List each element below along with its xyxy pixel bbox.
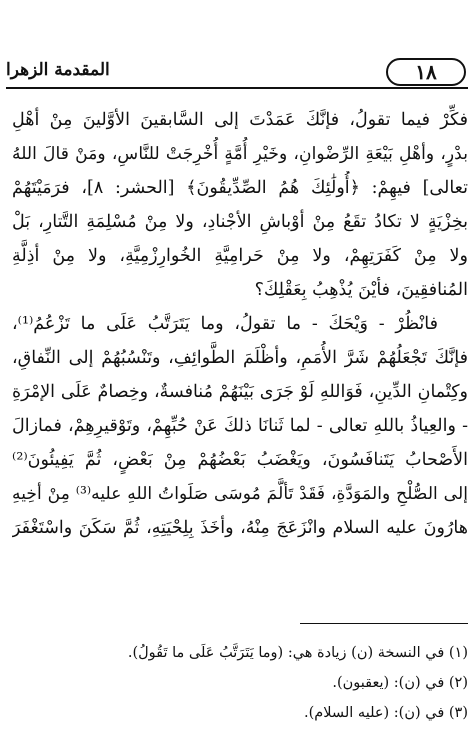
- body-line: ولا مِنْ كَفَرَتِهِمْ، ولا مِنْ حَرامِيَّةِ الخُوارِزْمِيَّةِ، ولا مِنْ أذِلَّةِ: [12, 246, 468, 266]
- body-line: بخِزْيَةٍ لا تكادُ تقَعُ مِنْ أوْباشِ الأجْنادِ، ولا مِنْ مُسْلِمَةِ التَّتارِ، بَلْ: [12, 212, 468, 232]
- body-line: فكِّرْ فيما تقولُ، فإنَّكَ عَمَدْتَ إلى السَّابقينَ الأوَّلينَ مِنْ أهْلِ: [12, 110, 468, 130]
- page-header: [0, 0, 476, 92]
- body-line: فإنَّكَ تَجْعَلُهُمْ شَرَّ الأُمَمِ، وأظْلَمَ الطَّوائِفِ، وتَنْسُبُهُمْ إلى النِّفاقِ،: [12, 348, 468, 368]
- body-line: فانْظُرْ - وَيْحَكَ - ما تقولُ، وما يَتَرَتَّبُ عَلَى ما تَزْعُمُ⁽¹⁾،: [12, 314, 438, 334]
- body-line: وكِتْمانِ الدِّينِ، فَوَاللهِ لَوْ جَرَى بَيْنَهُمْ مُنافسةٌ، وخِصامٌ عَلَى الإمْرَةِ: [12, 382, 468, 402]
- body-line: إلى الصُّلْحِ والمَوَدَّةِ، فَقَدْ تَألَّمَ مُوسَى صَلَواتُ اللهِ عليه⁽³⁾ مِنْ أخِيهِ: [12, 484, 468, 504]
- body-line: بدْرٍ، وأهْلِ بَيْعَةِ الرِّضْوانِ، وخَيْرِ أُمَّةٍ أُخْرِجَتْ للنَّاسِ، ومَنْ قالَ اللهُ: [12, 144, 468, 164]
- body-line: الأَصْحابُ يَتَنافَسُونَ، ويَغْضَبُ بَعْضُهُمْ مِنْ بَعْضٍ، ثُمَّ يَفِيئُونَ⁽²⁾: [12, 450, 468, 470]
- footnote-2: (٢) في (ن): (يعقبون).: [332, 675, 468, 691]
- running-title: المقدمة الزهرا: [6, 60, 110, 80]
- body-line: المُنافقِينَ، فأيْنَ يُذْهِبُ بِعَقْلِكَ؟: [254, 280, 468, 300]
- footnotes: [12, 638, 468, 728]
- footnote-1: (١) في النسخة (ن) زيادة هي: (وما يَتَرَتَّبُ عَلَى ما تَقُولُ).: [127, 645, 468, 661]
- page-number-badge: [386, 58, 466, 86]
- footnote-3: (٣) في (ن): (عليه السلام).: [304, 705, 468, 721]
- page-number: ١٨: [415, 60, 437, 84]
- body-line: هارُونَ عليه السلام وانْزَعَجَ مِنْهُ، وأخَذَ بِلِحْيَتِهِ، ثُمَّ سَكَنَ واسْتَغْفَرَ: [12, 518, 468, 538]
- body-line: تعالى] فيهِمْ: ﴿أُولَٰئِكَ هُمُ الصِّدِّيقُونَ﴾ [الحشر: ٨]، فرَمَيْتَهُمْ: [12, 178, 468, 198]
- body-line: - والعِياذُ باللهِ تعالى - لما ثَنانَا ذلكَ عَنْ حُبِّهِمْ، وتَوْقيرِهِمْ، فمازالَ: [12, 416, 468, 436]
- header-rule: [6, 87, 468, 89]
- footnote-divider: [300, 623, 468, 624]
- body-text: [12, 103, 468, 545]
